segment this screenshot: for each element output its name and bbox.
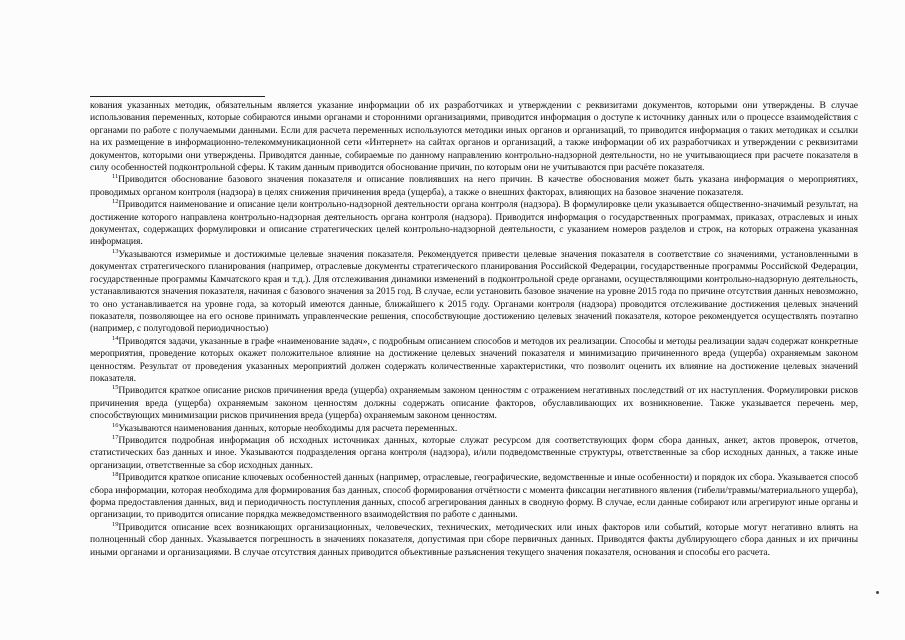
footnote-15: $^{15}$Приводится краткое описание рисков причинения вреда (ущерба) охраняемым законом ценностям с отражением негативных последствий от их наступления. Формулировки рисков причинения вреда (ущерба) охраняемым законом ценностям должны содержать описание факторов, обуславливающих их возникновение. Также указывается перечень мер, способствующих минимизации рисков причинения вреда (ущерба) охраняемым законом ценностям. [90,384,858,422]
footnotes-text [90,100,858,559]
footnote-12: $^{12}$Приводится наименование и описание цели контрольно-надзорной деятельности органа контроля (надзора). В формулировке цели указывается общественно-значимый результат, на достижение которого направлена контрольно-надзорная деятельность органа контроля (надзора). Приводится информация о государственных программах, приказах, отраслевых и иных документах, содержащих формулировки и описание стратегических целей контрольно-надзорной деятельности, с указанием номеров разделов и строк, на которых отражена указанная информация. [90,198,858,248]
footnote-19: $^{19}$Приводится описание всех возникающих организационных, человеческих, технических, методических или иных факторов или событий, которые могут негативно влиять на полноценный сбор данных. Указывается погрешность в значениях показателя, допустимая при сборе первичных данных. Приводятся факты дублирующего сбора данных и их причины иными органами и организациями. В случае отсутствия данных приводится объективные разъяснения текущего значения показателя, основания и способы его расчета. [90,520,858,558]
footnote-number: 15 [112,384,119,392]
footnote-continuation: кования указанных методик, обязательным является указание информации об их разработчиках и утверждении с реквизитами документов, которыми они утверждены. В случае использования переменных, которые собираются иными органами и сторонними организациями, приводится информация о доступе к источнику данных или о процессе взаимодействия с органами по работе с получаемыми данными. Если для расчета переменных используются методики иных органов и организаций, то приводится информация о таких методиках и ссылки на их размещение в информационно-телекоммуникационной сети «Интернет» на сайтах органов и организаций, а также информации об их разработчиках и утверждении с реквизитами документов, которыми они утверждены. Приводятся данные, собираемые по данному направлению контрольно-надзорной деятельности, но не учитывающиеся при расчете показателя в силу особенностей подконтрольной сферы. К таким данным приводится обоснование причин, по которым они не учитываются при расчёте показателя. [90,100,858,174]
footnote-13: $^{13}$Указываются измеримые и достижимые целевые значения показателя. Рекомендуется привести целевые значения показателя в соответствие со значениями, установленными в документах стратегического планирования (например, отраслевые документы стратегического планирования Российской Федерации, государственные программы Российской Федерации, государственные программы Камчатского края и т.д.). Для отслеживания динамики изменений в подконтрольной среде органами, осуществляющими контрольно-надзорную деятельность, устанавливаются значения показателя, начиная с базового значения за 2015 год. В случае, если установить базовое значение на уровне 2015 года по причине отсутствия данных невозможно, то оно устанавливается на уровне года, за который имеются данные, ближайшего к 2015 году. Органами контроля (надзора) проводится отслеживание достижения целевых значений показателя, позволяющее на его основе принимать управленческие решения, способствующие достижению целевых значений показателя, которое рекомендуется осуществлять поэтапно (например, с полугодовой периодичностью) [90,247,858,335]
footnote-number: 17 [112,433,119,441]
footnote-18: $^{18}$Приводится краткое описание ключевых особенностей данных (например, отраслевые, географические, ведомственные и иные особенности) и порядок их сбора. Указывается способ сбора информации, которая необходима для формирования баз данных, способ формирования отчётности с момента фиксации негативного явления (гибели/травмы/материального ущерба), форма предоставления данных, вид и периодичность поступления данных, способ агрегирования данных в сводную форму. В случае, если данные собирают или агрегируют иные органы и организации, то приводится описание порядка межведомственного взаимодействия по работе с данными. [90,471,858,521]
footnote-number: 12 [112,198,119,206]
footnote-11: $^{11}$Приводится обоснование базового значения показателя и описание повлиявших на него причин. В качестве обоснования может быть указана информация о мероприятиях, проводимых органом контроля (надзора) в целях снижения причинения вреда (ущерба), а также о внешних факторах, влияющих на базовое значение показателя. [90,173,858,198]
footnote-separator [90,96,265,97]
footnote-number: 19 [112,520,119,528]
footnote-16: $^{16}$Указываются наименования данных, которые необходимы для расчета переменных. [112,421,458,434]
scan-speck [876,591,879,594]
footnote-number: 14 [112,334,119,342]
footnote-number: 18 [112,471,119,478]
footnote-14: $^{14}$Приводятся задачи, указанные в графе «наименование задач», с подробным описанием способов и методов их реализации. Способы и методы реализации задач содержат конкретные мероприятия, проведение которых окажет положительное влияние на достижение целевых значений показателя и минимизацию причиненного вреда (ущерба) охраняемым законом ценностям. Результат от проведения указанных мероприятий должен содержать количественные характеристики, что позволит оценить их влияние на достижение целевых значений показателя. [90,334,858,384]
footnote-17: $^{17}$Приводится подробная информация об исходных источниках данных, которые служат ресурсом для соответствующих форм сбора данных, анкет, актов проверок, отчетов, статистических баз данных и иное. Указываются подразделения органа контроля (надзора), и/или подведомственные структуры, ответственные за сбор исходных данных, а также иные организации, ответственные за сбор исходных данных. [90,433,858,471]
footnote-number: 16 [112,421,119,429]
footnote-number: 11 [112,173,119,181]
footnote-number: 13 [112,247,119,255]
